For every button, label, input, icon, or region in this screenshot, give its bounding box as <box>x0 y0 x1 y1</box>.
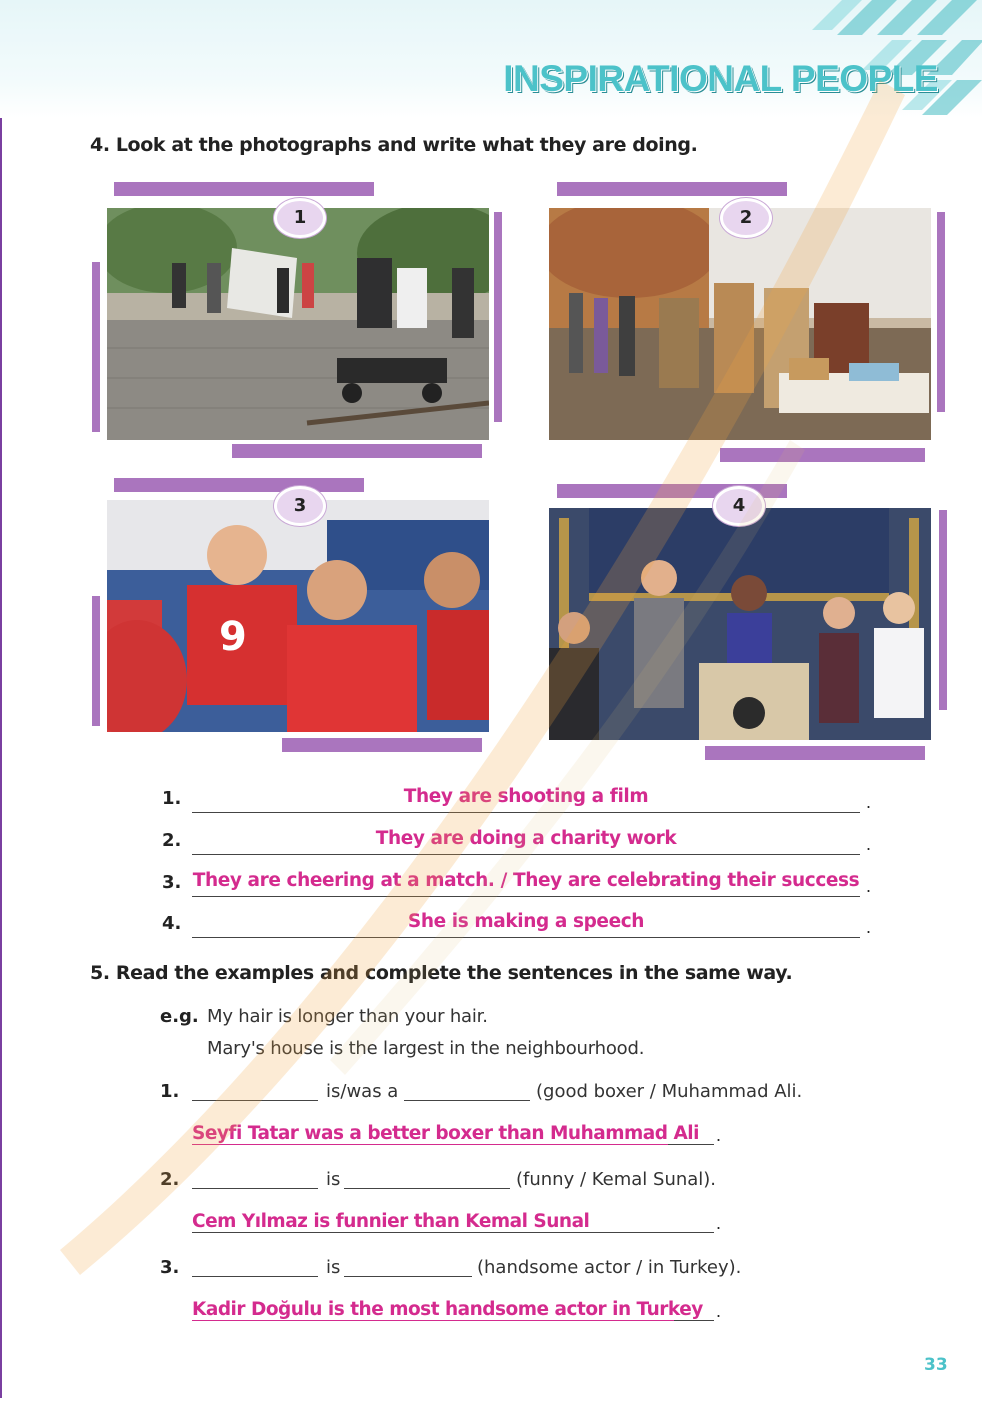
exercise-answer: Seyfi Tatar was a better boxer than Muhammad Ali <box>192 1123 699 1144</box>
header-title: INSPIRATIONAL PEOPLE <box>503 58 938 99</box>
answer-line[interactable] <box>192 937 860 938</box>
photo-film-crew <box>107 208 489 440</box>
answer-text: She is making a speech <box>407 911 645 932</box>
answer-line[interactable] <box>668 1144 714 1145</box>
exercise-middle-word: is <box>326 1257 341 1278</box>
blank-field[interactable] <box>344 1276 472 1277</box>
exercise-number: 3. <box>160 1257 180 1278</box>
answer-line[interactable] <box>192 896 860 897</box>
eg-label: e.g. <box>160 1006 199 1027</box>
answer-text: They are shooting a film <box>403 786 649 807</box>
photo-card-4 <box>535 480 947 765</box>
blank-field[interactable] <box>344 1188 510 1189</box>
blank-field[interactable] <box>192 1188 318 1189</box>
period: . <box>716 1301 722 1321</box>
exercise-number: 1. <box>160 1081 180 1102</box>
answer-line[interactable] <box>192 1232 714 1233</box>
answer-row-1 <box>162 786 882 816</box>
blank-field[interactable] <box>192 1100 318 1101</box>
answer-text: They are doing a charity work <box>375 828 677 849</box>
answer-number: 1. <box>162 788 182 809</box>
page-header <box>0 0 982 118</box>
svg-text:9: 9 <box>219 614 247 660</box>
exercise-hint: (funny / Kemal Sunal). <box>516 1169 717 1190</box>
answer-row-2 <box>162 828 882 858</box>
exercise-middle-word: is/was a <box>326 1081 399 1102</box>
question-4-heading: 4. Look at the photographs and write what they are doing. <box>90 134 698 156</box>
answer-number: 3. <box>162 872 182 893</box>
period: . <box>866 876 872 896</box>
period: . <box>716 1125 722 1145</box>
exercise-hint: (handsome actor / in Turkey). <box>477 1257 742 1278</box>
answer-row-4 <box>162 911 882 941</box>
photo-card-1 <box>92 182 502 462</box>
question-5-heading: 5. Read the examples and complete the sentences in the same way. <box>90 962 793 984</box>
example-sentence: My hair is longer than your hair. <box>207 1006 488 1027</box>
answer-number: 2. <box>162 830 182 851</box>
blank-field[interactable] <box>192 1276 318 1277</box>
answer-line[interactable] <box>192 812 860 813</box>
exercise-answer: Cem Yılmaz is funnier than Kemal Sunal <box>192 1211 590 1232</box>
photo-number-badge: 2 <box>720 198 772 238</box>
page-number: 33 <box>924 1355 948 1375</box>
exercise-middle-word: is <box>326 1169 341 1190</box>
photo-charity-work <box>549 208 931 440</box>
photo-card-2 <box>535 182 945 467</box>
period: . <box>716 1213 722 1233</box>
answer-number: 4. <box>162 913 182 934</box>
exercise-answer: Kadir Doğulu is the most handsome actor in Turkey <box>192 1299 703 1320</box>
exercise-number: 2. <box>160 1169 180 1190</box>
photo-number-badge: 3 <box>274 486 326 526</box>
answer-line[interactable] <box>192 854 860 855</box>
answer-row-3 <box>162 870 882 900</box>
photo-card-3 <box>92 476 502 761</box>
answer-line[interactable] <box>674 1320 714 1321</box>
photo-number-badge: 4 <box>713 486 765 526</box>
photo-number-badge: 1 <box>274 198 326 238</box>
period: . <box>866 834 872 854</box>
period: . <box>866 792 872 812</box>
period: . <box>866 917 872 937</box>
blank-field[interactable] <box>404 1100 530 1101</box>
answer-text: They are cheering at a match. / They are celebrating their success <box>192 870 860 891</box>
photo-basketball-players <box>107 500 489 732</box>
exercise-hint: (good boxer / Muhammad Ali. <box>536 1081 803 1102</box>
example-sentence: Mary's house is the largest in the neighbourhood. <box>207 1038 645 1059</box>
photo-speech <box>549 508 931 740</box>
